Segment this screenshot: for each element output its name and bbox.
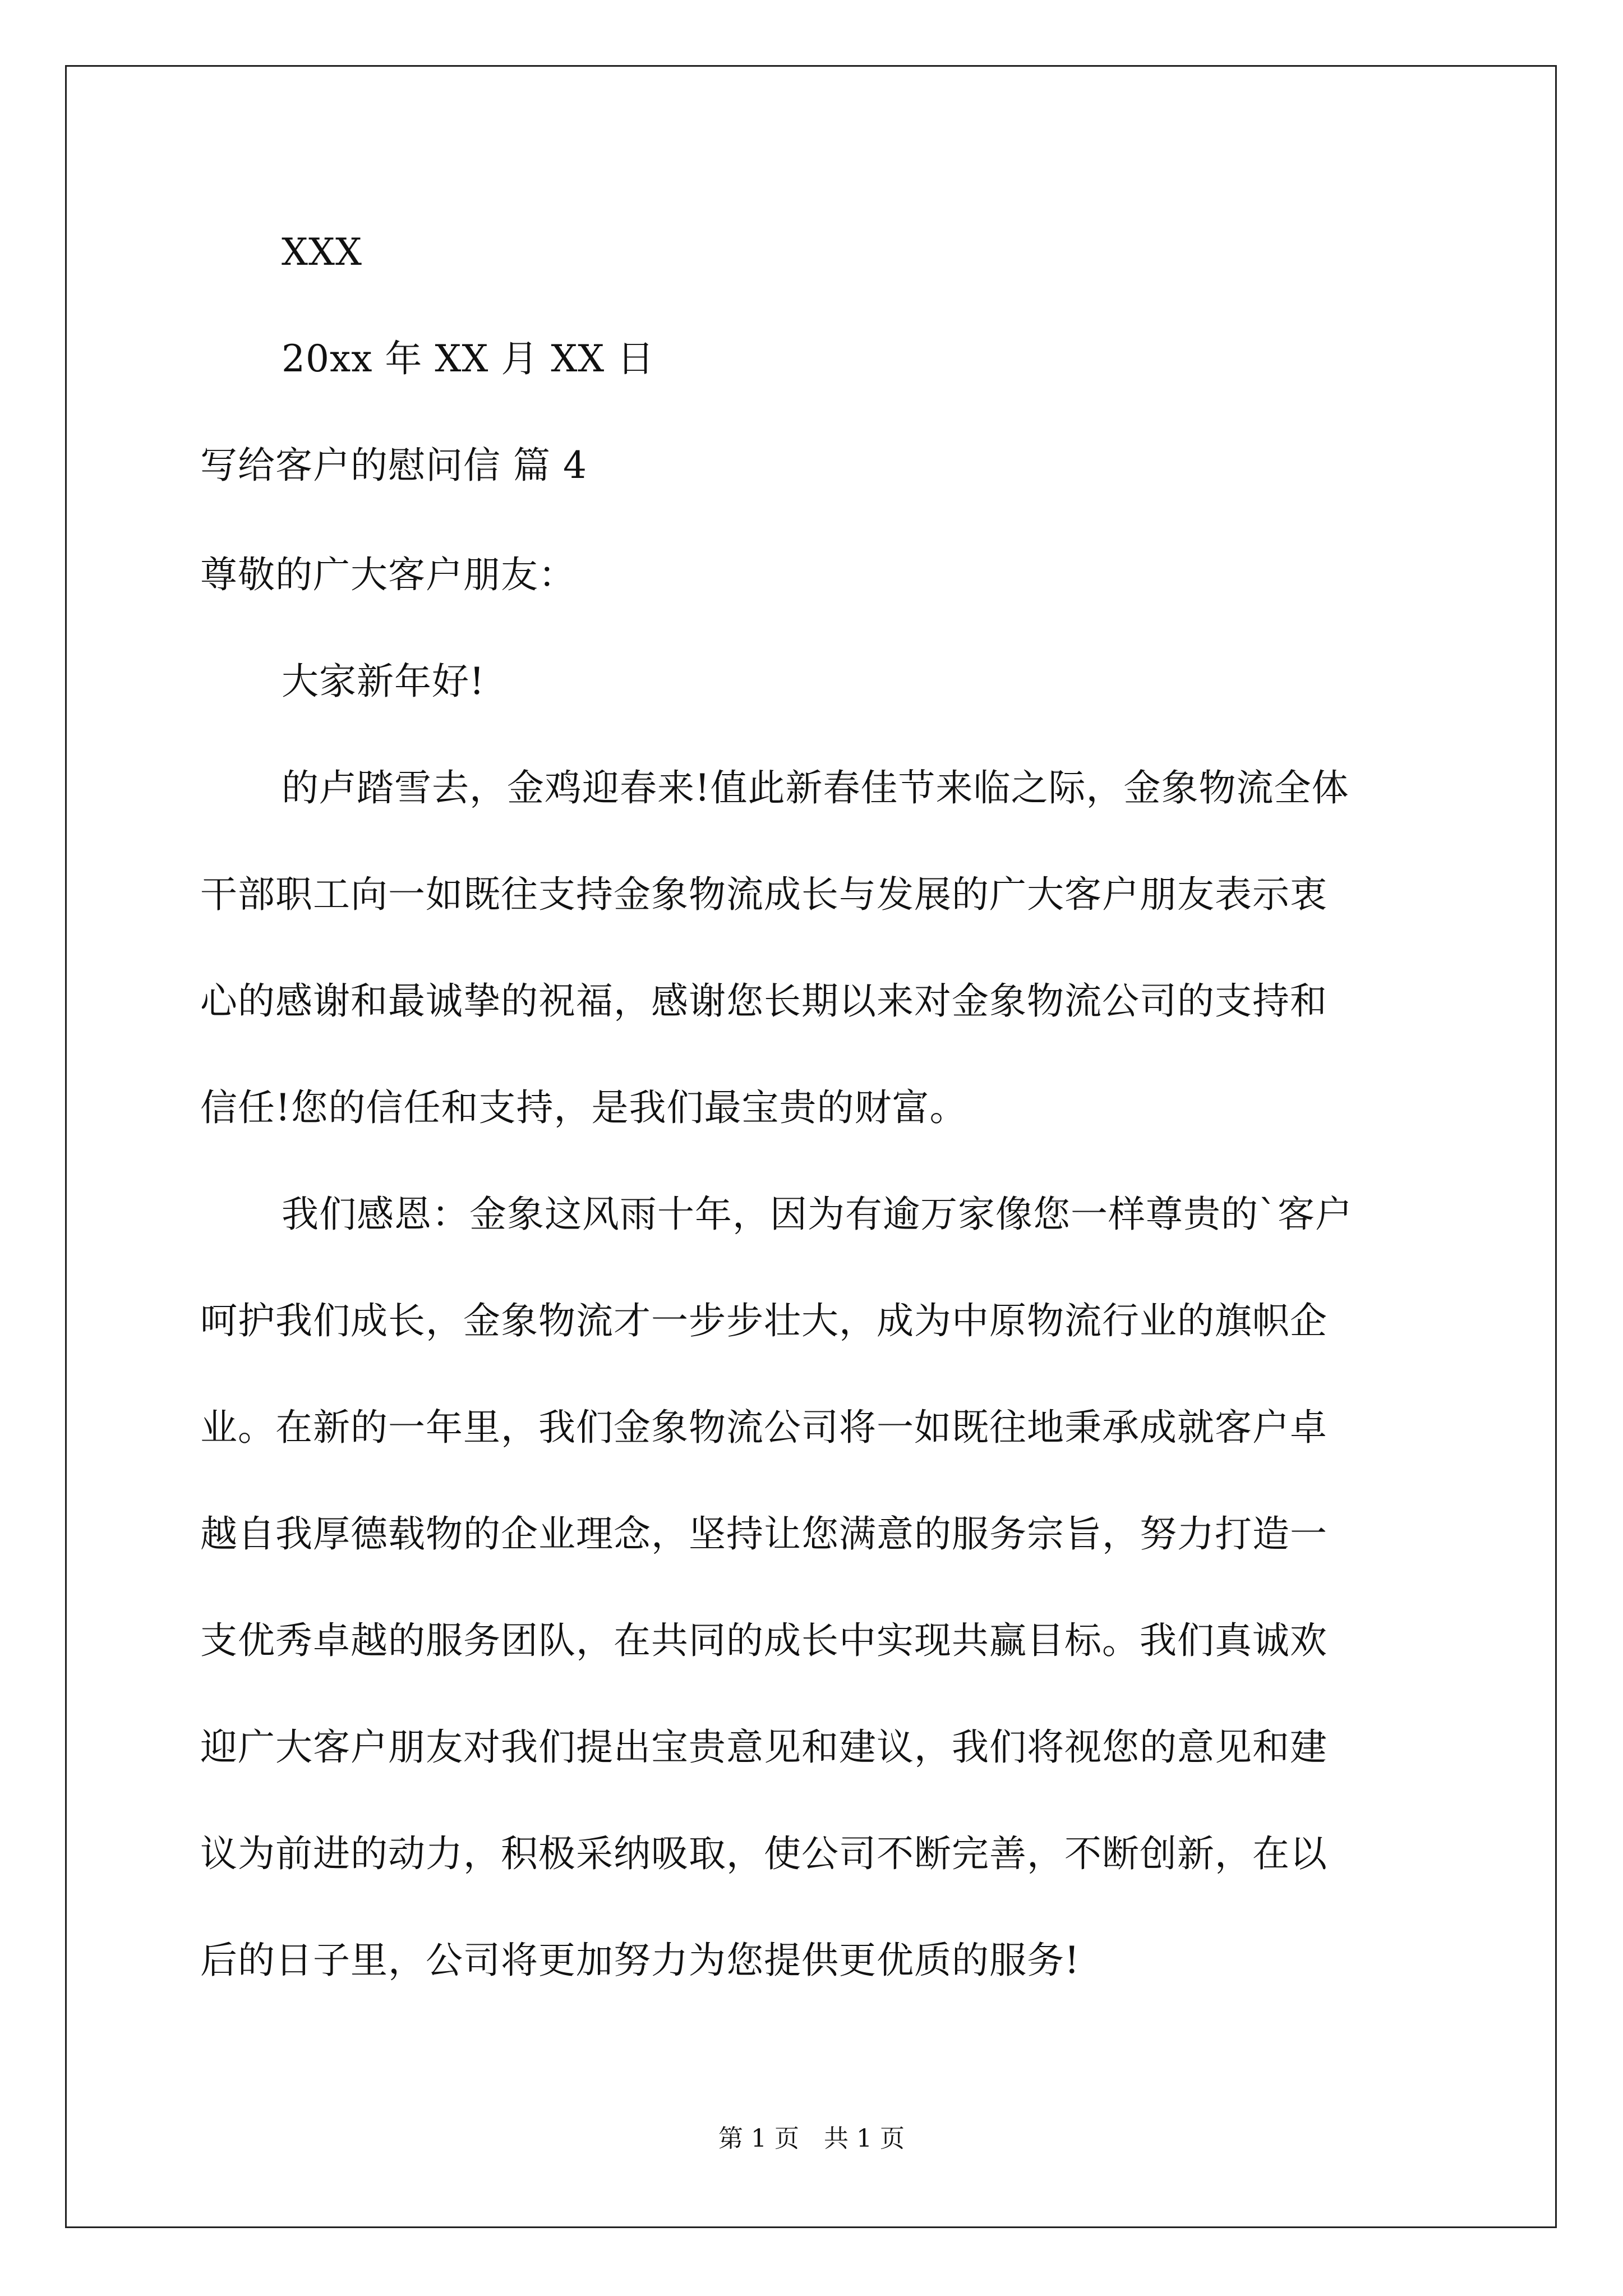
greeting: 大家新年好! (282, 660, 485, 703)
paragraph-line: 信任!您的信任和支持，是我们最宝贵的财富。 (200, 1086, 967, 1129)
page-footer: 第 1 页 共 1 页 (718, 2124, 905, 2153)
paragraph-line: 心的感谢和最诚挚的祝福，感谢您长期以来对金象物流公司的支持和 (200, 979, 1327, 1023)
salutation: 尊敬的广大客户朋友： (200, 553, 576, 596)
paragraph-line: 业。在新的一年里，我们金象物流公司将一如既往地秉承成就客户卓 (200, 1406, 1327, 1449)
letter-date: 20xx 年 XX 月 XX 日 (282, 337, 655, 380)
page-border (65, 65, 1557, 2228)
paragraph-line: 支优秀卓越的服务团队，在共同的成长中实现共赢目标。我们真诚欢 (200, 1619, 1327, 1662)
paragraph-line: 越自我厚德载物的企业理念，坚持让您满意的服务宗旨，努力打造一 (200, 1512, 1327, 1556)
paragraph-line: 干部职工向一如既往支持金象物流成长与发展的广大客户朋友表示衷 (200, 873, 1327, 916)
paragraph-line: 呵护我们成长，金象物流才一步步壮大，成为中原物流行业的旗帜企 (200, 1299, 1327, 1342)
section-title: 写给客户的慰问信 篇 4 (200, 444, 587, 487)
paragraph-line: 的卢踏雪去，金鸡迎春来!值此新春佳节来临之际，金象物流全体 (282, 766, 1349, 809)
signature: XXX (282, 231, 362, 274)
paragraph-line: 议为前进的动力，积极采纳吸取，使公司不断完善，不断创新，在以 (200, 1832, 1327, 1875)
paragraph-line: 我们感恩：金象这风雨十年，因为有逾万家像您一样尊贵的`客户 (282, 1193, 1353, 1236)
paragraph-line: 后的日子里，公司将更加努力为您提供更优质的服务! (200, 1939, 1080, 1982)
paragraph-line: 迎广大客户朋友对我们提出宝贵意见和建议，我们将视您的意见和建 (200, 1726, 1327, 1769)
